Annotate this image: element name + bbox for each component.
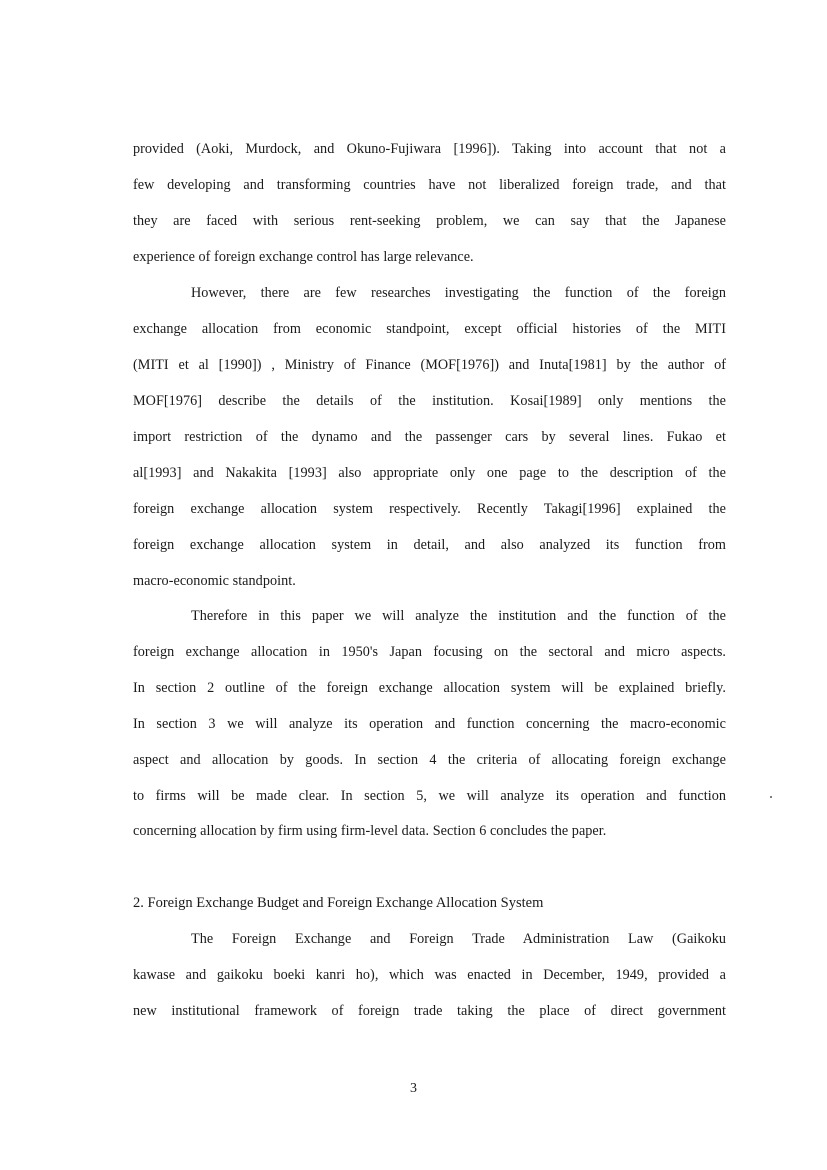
text-line: to firms will be made clear. In section 5, we will analyze its operation and function <box>133 788 726 804</box>
text-line: aspect and allocation by goods. In section 4 the criteria of allocating foreign exchange <box>133 752 726 768</box>
text-line: they are faced with serious rent-seeking problem, we can say that the Japanese <box>133 213 726 229</box>
text-line: Therefore in this paper we will analyze the institution and the function of the <box>191 608 726 624</box>
text-line: new institutional framework of foreign trade taking the place of direct government <box>133 1003 726 1019</box>
text-line: In section 3 we will analyze its operation and function concerning the macro-economic <box>133 716 726 732</box>
text-line: In section 2 outline of the foreign exchange allocation system will be explained briefly. <box>133 680 726 696</box>
text-line: experience of foreign exchange control has large relevance. <box>133 249 474 265</box>
text-line: The Foreign Exchange and Foreign Trade Administration Law (Gaikoku <box>191 931 726 947</box>
text-line: foreign exchange allocation in 1950's Japan focusing on the sectoral and micro aspects. <box>133 644 726 660</box>
text-line: concerning allocation by firm using firm-level data. Section 6 concludes the paper. <box>133 823 607 839</box>
text-line: al[1993] and Nakakita [1993] also appropriate only one page to the description of the <box>133 465 726 481</box>
text-line: However, there are few researches investigating the function of the foreign <box>191 285 726 301</box>
text-line: foreign exchange allocation system in detail, and also analyzed its function from <box>133 537 726 553</box>
text-line: provided (Aoki, Murdock, and Okuno-Fujiwara [1996]). Taking into account that not a <box>133 141 726 157</box>
text-line: macro-economic standpoint. <box>133 573 296 589</box>
text-line: MOF[1976] describe the details of the institution. Kosai[1989] only mentions the <box>133 393 726 409</box>
text-line: few developing and transforming countries have not liberalized foreign trade, and that <box>133 177 726 193</box>
page-number: 3 <box>410 1081 417 1096</box>
scan-artifact <box>770 796 772 798</box>
text-line: kawase and gaikoku boeki kanri ho), which was enacted in December, 1949, provided a <box>133 967 726 983</box>
section-heading: 2. Foreign Exchange Budget and Foreign Exchange Allocation System <box>133 895 544 911</box>
text-line: foreign exchange allocation system respectively. Recently Takagi[1996] explained the <box>133 501 726 517</box>
text-line: (MITI et al [1990]) , Ministry of Finance (MOF[1976]) and Inuta[1981] by the author of <box>133 357 726 373</box>
text-line: exchange allocation from economic standpoint, except official histories of the MITI <box>133 321 726 337</box>
text-line: import restriction of the dynamo and the passenger cars by several lines. Fukao et <box>133 429 726 445</box>
